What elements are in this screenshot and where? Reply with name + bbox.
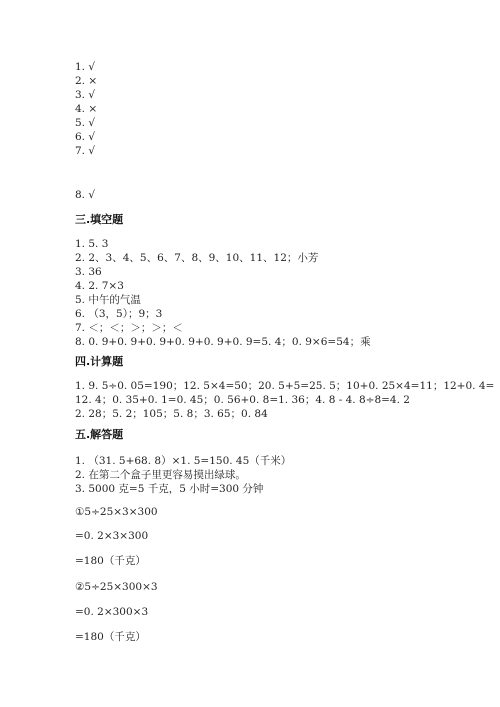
judgement-answer-1: 1. √ — [75, 61, 96, 73]
judgement-answer-4: 4. × — [75, 103, 98, 115]
section-5-title: 五.解答题 — [75, 428, 124, 441]
section-5-step-5: =0. 2×300×3 — [75, 606, 149, 618]
judgement-answer-3: 3. √ — [75, 89, 96, 101]
section-3-title: 三.填空题 — [75, 213, 124, 226]
section-3-answer-6: 6. （3，5）；9；3 — [75, 308, 163, 320]
section-5-step-4: ②5÷25×300×3 — [75, 581, 158, 593]
section-3-answer-7: 7. ＜；＜；＞；＞；＜ — [75, 322, 183, 334]
judgement-answer-8: 8. √ — [75, 189, 96, 201]
section-5-step-2: =0. 2×3×300 — [75, 530, 149, 542]
section-5-step-3: =180（千克） — [75, 555, 146, 567]
judgement-answer-7: 7. √ — [75, 145, 96, 157]
section-5-step-1: ①5÷25×3×300 — [75, 506, 158, 518]
section-4-answer-1-line-2: 12. 4；0. 35+0. 1=0. 45；0. 56+0. 8=1. 36；4. 8 - 4. 8÷8=4. 2 — [75, 394, 410, 406]
section-3-answer-2: 2. 2、3、4、5、6、7、8、9、10、11、12；小芳 — [75, 252, 319, 264]
section-5-answer-2: 2. 在第二个盒子里更容易摸出绿球。 — [75, 469, 246, 481]
judgement-answer-2: 2. × — [75, 75, 98, 87]
section-3-answer-4: 4. 2. 7×3 — [75, 280, 124, 292]
section-3-answer-3: 3. 36 — [75, 266, 102, 278]
section-4-answer-2: 2. 28；5. 2；105；5. 8；3. 65；0. 84 — [75, 408, 268, 420]
section-3-answer-8: 8. 0. 9+0. 9+0. 9+0. 9+0. 9+0. 9=5. 4；0. 9×6=54；乘 — [75, 336, 371, 348]
judgement-answer-6: 6. √ — [75, 131, 96, 143]
section-3-answer-5: 5. 中午的气温 — [75, 294, 141, 306]
section-3-answer-1: 1. 5. 3 — [75, 238, 109, 250]
judgement-answer-5: 5. √ — [75, 117, 96, 129]
section-4-answer-1-line-1: 1. 9. 5÷0. 05=190；12. 5×4=50；20. 5+5=25. 5；10+0. 25×4=11；12+0. 4= — [75, 380, 495, 392]
section-5-answer-1: 1. （31. 5+68. 8）×1. 5=150. 45（千米） — [75, 455, 292, 467]
section-4-title: 四.计算题 — [75, 355, 124, 368]
section-5-step-6: =180（千克） — [75, 631, 146, 643]
section-5-answer-3: 3. 5000 克=5 千克，5 小时=300 分钟 — [75, 483, 264, 495]
